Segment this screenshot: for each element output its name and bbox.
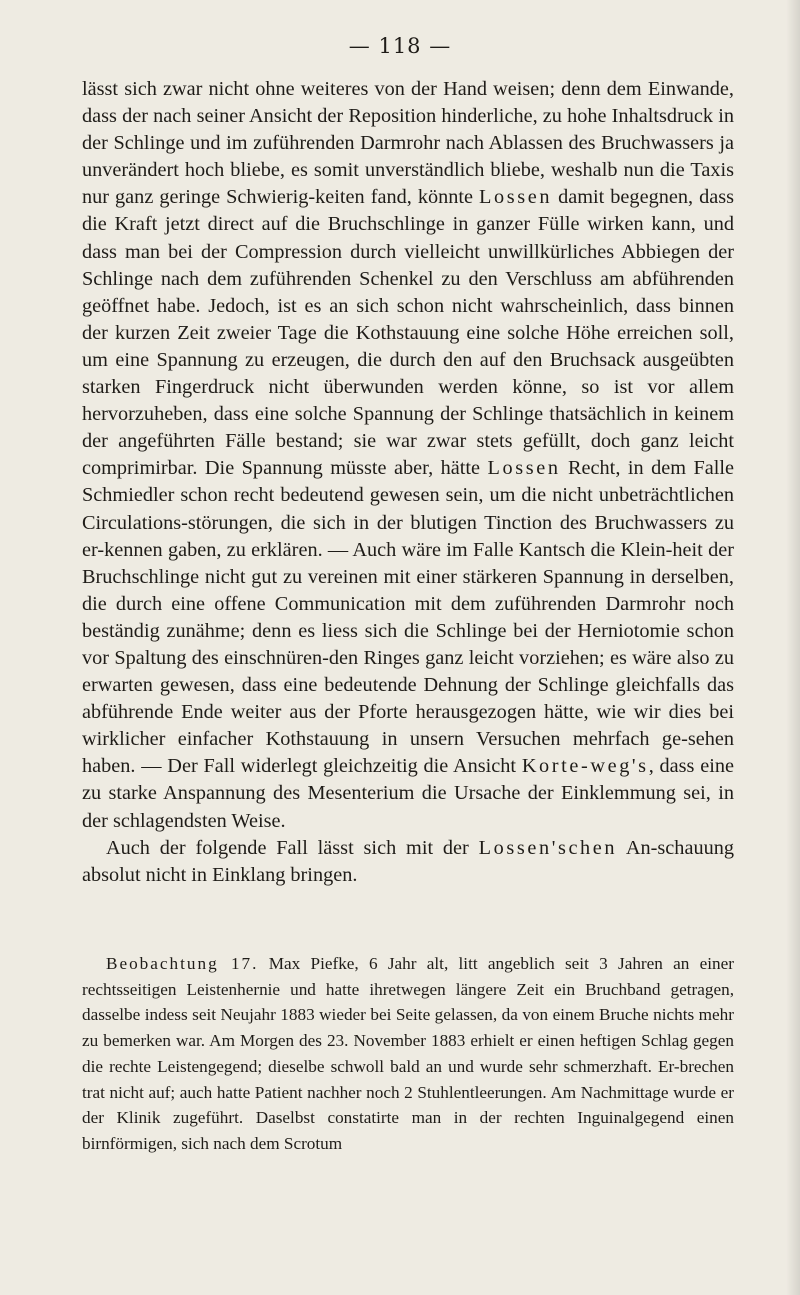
main-text-block <box>82 76 734 889</box>
page-number-text: — 118 — <box>348 34 452 58</box>
paragraph-text: lässt sich zwar nicht ohne weiteres von der Hand weisen; denn dem Einwande, dass der nach seiner Ansicht der Reposition hinderliche, zu hohe Inhaltsdruck in der Schlinge und im zuführenden Darmrohr nach Ablassen des Bruchwassers ja unverändert hoch bliebe, es somit unverständlich bliebe, weshalb nun die Taxis nur ganz geringe Schwierig-keiten fand, könnte <box>82 78 734 209</box>
page-number <box>0 34 800 58</box>
author-name-lossen: Lossen <box>479 186 553 209</box>
page-edge-shadow <box>786 0 800 1295</box>
paragraph-text: damit begegnen, dass die Kraft jetzt direct auf die Bruchschlinge in ganzer Fülle wirken kann, und dass man bei der Compression durch vielleicht unwillkürliches Abbiegen der Schlinge nach dem zuführenden Schenkel zu den Verschluss am abführenden geöffnet habe. Jedoch, ist es an sich schon nicht wahrscheinlich, dass binnen der kurzen Zeit zweier Tage die Kothstauung eine solche Höhe erreichen soll, um eine Spannung zu erzeugen, die durch den auf den Bruchsack ausgeübten starken Fingerdruck nicht überwunden werden könne, so ist vor allem hervorzuheben, dass eine solche Spannung der Schlinge thatsächlich in keinem der angeführten Fälle bestand; sie war zwar stets gefüllt, doch ganz leicht comprimirbar. Die Spannung müsste aber, hätte <box>82 186 735 480</box>
author-name-korteweg: Korte-weg's <box>521 755 649 778</box>
author-name-lossen: Lossen <box>487 457 561 480</box>
paragraph-continuation <box>82 76 734 835</box>
observation-block <box>82 951 734 1157</box>
observation-text: Max Piefke, 6 Jahr alt, litt angeblich seit 3 Jahren an einer rechtsseitigen Leistenhernie und hatte ihretwegen längere Zeit ein Bruchband getragen, dasselbe indess seit Neujahr 1883 wieder bei Seite gelassen, da von einem Bruche nichts mehr zu bemerken war. Am Morgen des 23. November 1883 erhielt er einen heftigen Schlag gegen die rechte Leistengegend; dieselbe schwoll bald an und wurde sehr schmerzhaft. Er-brechen trat nicht auf; auch hatte Patient nachher noch 2 Stuhlentleerungen. Am Nachmittage wurde er der Klinik zugeführt. Daselbst constatirte man in der rechten Inguinalgegend einen birnförmigen, sich nach dem Scrotum <box>82 954 734 1153</box>
observation-label: Beobachtung 17. <box>106 954 259 973</box>
observation-paragraph <box>82 951 734 1157</box>
paragraph-text: Auch der folgende Fall lässt sich mit der <box>106 836 479 859</box>
paragraph-text: Recht, in dem Falle Schmiedler schon recht bedeutend gewesen sein, um die nicht unbeträchtlichen Circulations-störungen, die sich in der blutigen Tinction des Bruchwassers zu er-kennen gaben, zu erklären. — Auch wäre im Falle Kantsch die Klein-heit der Bruchschlinge nicht gut zu vereinen mit einer stärkeren Spannung in derselben, die durch eine offene Communication mit dem zuführenden Darmrohr noch beständig zunähme; denn es liess sich die Schlinge bei der Herniotomie schon vor Spaltung des einschnüren-den Ringes ganz leicht vorziehen; es wäre also zu erwarten gewesen, dass eine bedeutende Dehnung der Schlinge gleichfalls das abführende Ende weiter aus der Pforte herausgezogen hätte, wie wir dies bei wirklicher einfacher Kothstauung in unsern Versuchen mehrfach ge-sehen haben. — Der Fall widerlegt gleichzeitig die Ansicht <box>82 457 734 778</box>
paragraph-text: An-schauung absolut nicht in Einklang bringen. <box>82 836 735 886</box>
paragraph-following-case <box>82 835 734 889</box>
author-name-lossen-schen: Lossen'schen <box>478 836 618 859</box>
paragraph-text: , dass eine zu starke Anspannung des Mesenterium die Ursache der Einklemmung sei, in der schlagendsten Weise. <box>82 755 734 832</box>
